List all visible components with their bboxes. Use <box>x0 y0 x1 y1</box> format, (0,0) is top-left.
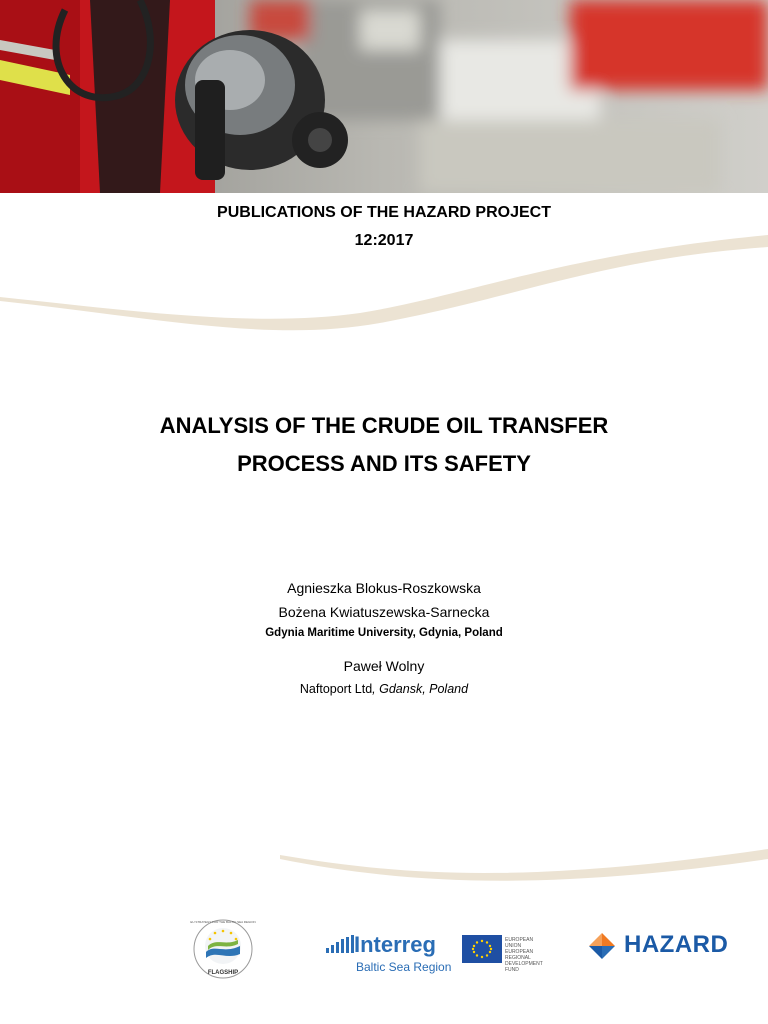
flagship-label: FLAGSHIP <box>207 970 239 976</box>
eu-text-line-2: EUROPEAN REGIONAL DEVELOPMENT FUND <box>505 949 543 973</box>
hazard-logo <box>588 930 738 962</box>
hazard-diamond-icon <box>588 932 616 960</box>
affiliation-2 <box>0 679 768 699</box>
author-2: Bożena Kwiatuszewska-Sarnecka <box>278 604 490 620</box>
eu-flag-logo <box>462 935 544 973</box>
eu-text-line-1: EUROPEAN UNION <box>505 937 534 949</box>
decorative-swoosh-bottom <box>0 845 768 895</box>
affiliation-2-org: Naftoport Ltd <box>299 682 373 696</box>
hazard-name: HAZARD <box>624 931 729 958</box>
interreg-name: Interreg <box>354 932 436 957</box>
document-title-line-2: PROCESS AND ITS SAFETY <box>237 451 531 476</box>
author-3: Paweł Wolny <box>343 658 425 674</box>
flagship-ring-text: EU STRATEGY FOR THE BALTIC SEA REGION <box>190 920 256 924</box>
eu-flag-icon <box>462 935 502 963</box>
interreg-region: Baltic Sea Region <box>356 960 452 974</box>
eu-text <box>505 937 543 973</box>
author-1: Agnieszka Blokus-Roszkowska <box>287 580 481 596</box>
firefighter-photo <box>0 0 768 193</box>
affiliation-2-place: , Gdansk, Poland <box>372 682 469 696</box>
document-title-line-1: ANALYSIS OF THE CRUDE OIL TRANSFER <box>159 413 609 438</box>
cover-photo <box>0 0 768 193</box>
interreg-logo <box>326 932 466 978</box>
publication-number: 12:2017 <box>354 232 414 249</box>
publication-series: PUBLICATIONS OF THE HAZARD PROJECT <box>217 204 551 221</box>
affiliation-1: Gdynia Maritime University, Gdynia, Poland <box>265 627 503 639</box>
flagship-logo <box>190 918 256 980</box>
